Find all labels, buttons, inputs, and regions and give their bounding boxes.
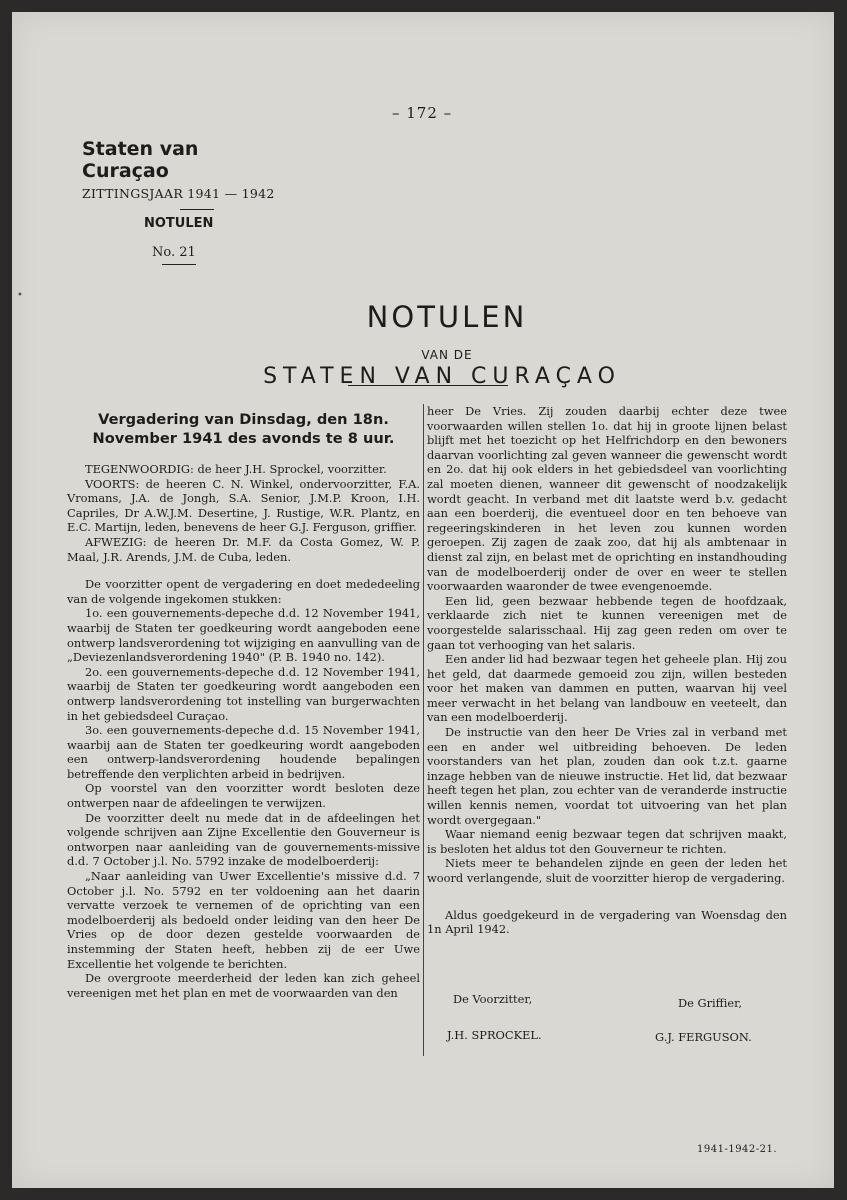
title-underline xyxy=(348,385,508,386)
attendance-absent: AFWEZIG: de heeren Dr. M.F. da Costa Gomez, W. P. Maal, J.R. Arends, J.M. de Cuba, leden. xyxy=(67,534,420,564)
approval-note: Aldus goedgekeurd in de vergadering van Woensdag den 1n April 1942. xyxy=(427,907,787,937)
paragraph: De overgroote meerderheid der leden kan zich geheel vereenigen met het plan en met de voorwaarden van den xyxy=(67,971,420,1000)
paragraph: 3o. een gouvernements-depeche d.d. 15 November 1941, waarbij aan de Staten ter goedkeuring wordt aangeboden een ontwerp-landsverordening houdende bepalingen betreffende den verplichten arbeid in bedrijven. xyxy=(67,723,420,781)
paragraph: 1o. een gouvernements-depeche d.d. 12 November 1941, waarbij de Staten ter goedkeuring wordt aangeboden eene ontwerp landsverordening tot wijziging en aanvulling van de „Deviezenlandsverordening 1940" (P. B. 1940 no. 142). xyxy=(67,606,420,665)
paragraph: Op voorstel van den voorzitter wordt besloten deze ontwerpen naar de afdeelingen te verwijzen. xyxy=(67,781,420,811)
header-rule xyxy=(180,209,214,210)
clerk-title: De Griffier, xyxy=(678,996,742,1010)
paragraph: 2o. een gouvernements-depeche d.d. 12 November 1941, waarbij de Staten ter goedkeuring wordt aangeboden een ontwerp landsverordening tot instelling van burgerwachten in het gebiedsdeel Curaçao. xyxy=(67,664,420,723)
paragraph: De voorzitter deelt nu mede dat in de afdeelingen het volgende schrijven aan Zijne Excellentie den Gouverneur is ontworpen naar aanleiding van de gouvernements-missive d.d. 7 October j.l. No. 5792 inzake de modelboerderij: xyxy=(67,810,420,869)
attendance-present: TEGENWOORDIG: de heer J.H. Sprockel, voorzitter. xyxy=(85,462,387,476)
header-rule-bottom xyxy=(162,264,196,265)
paragraph: De voorzitter opent de vergadering en doet mededeeling van de volgende ingekomen stukken: xyxy=(67,577,420,606)
paragraph: Niets meer te behandelen zijnde en geen der leden het woord verlangende, sluit de voorzitter hierop de vergadering. xyxy=(427,856,787,885)
document-page xyxy=(12,12,834,1188)
footer-code: 1941-1942-21. xyxy=(697,1144,778,1155)
column-divider xyxy=(423,404,424,1056)
chair-title: De Voorzitter, xyxy=(453,992,533,1006)
attendance-also: VOORTS: de heeren C. N. Winkel, ondervoorzitter, F.A. Vromans, J.A. de Jongh, S.A. Senior, J.M.P. Kroon, I.H. Capriles, Dr A.W.J.M. Desertine, J. Rustige, W.R. Plantz, en E.C. Martijn, leden, benevens de heer G.J. Ferguson, griffier. xyxy=(67,476,420,535)
paragraph: De instructie van den heer De Vries zal in verband met een en ander wel uitbreiding behoeven. De leden voorstanders van het plan, zouden dan ook t.z.t. gaarne inzage hebben van de nieuwe instructie. Het lid, dat bezwaar heeft tegen het plan, zou echter van de veranderde instructie willen kennis nemen, voordat tot uitvoering van het plan wordt overgegaan." xyxy=(427,725,787,827)
title-institution: STATEN VAN CURAÇAO xyxy=(263,364,621,389)
session-year: ZITTINGSJAAR 1941 — 1942 xyxy=(82,186,275,201)
main-title: NOTULEN xyxy=(366,300,528,334)
left-column xyxy=(67,404,420,1000)
paragraph: Waar niemand eenig bezwaar tegen dat schrijven maakt, is besloten het aldus tot den Gouverneur te richten. xyxy=(427,827,787,856)
paper-mark: • xyxy=(17,290,23,301)
meeting-heading: Vergadering van Dinsdag, den 18n. November 1941 des avonds te 8 uur. xyxy=(92,411,395,447)
page-number: – 172 – xyxy=(392,104,453,122)
paragraph: Een lid, geen bezwaar hebbende tegen de hoofdzaak, verklaarde zich niet te kunnen vereenigen met de voorgestelde salarisschaal. Hij zag geen reden om over te gaan tot verhooging van het salaris. xyxy=(427,593,787,652)
section-label: NOTULEN xyxy=(144,216,214,231)
issue-number: No. 21 xyxy=(152,245,196,260)
institution-name: Staten van Curaçao xyxy=(82,138,199,182)
clerk-name: G.J. FERGUSON. xyxy=(655,1030,752,1044)
paragraph: Een ander lid had bezwaar tegen het geheele plan. Hij zou het geld, dat daarmede gemoeid zou zijn, willen besteden voor het maken van dammen en putten, waarvan hij veel meer verwacht in het belang van landbouw en veeteelt, dan van een modelboerderij. xyxy=(427,652,787,725)
chair-name: J.H. SPROCKEL. xyxy=(447,1028,542,1042)
right-column xyxy=(427,404,787,937)
paragraph: heer De Vries. Zij zouden daarbij echter deze twee voorwaarden willen stellen 1o. dat hij in groote lijnen belast blijft met het toezicht op het Helfrichdorp en den bewoners daarvan voorlichting zal geven wanneer die gewenscht wordt en 2o. dat hij ook elders in het gebiedsdeel van voorlichting zal moeten dienen, wanneer dit gewenscht of noodzakelijk wordt geacht. In verband met dit laatste werd b.v. gedacht aan een boerderij, die eventueel door en ten behoeve van regeeringskinderen in het leven zou kunnen worden geroepen. Zij zagen de zaak zoo, dat hij als ambtenaar in dienst zal zijn, en belast met de oprichting en instandhouding van de modelboerderij onder de over en weer te stellen voorwaarden waaronder de twee evengenoemde. xyxy=(427,404,787,594)
document-header xyxy=(82,138,282,265)
paragraph: „Naar aanleiding van Uwer Excellentie's missive d.d. 7 October j.l. No. 5792 en ter voldoening aan het daarin vervatte verzoek te vernemen of de oprichting van een modelboerderij als bedoeld onder leiding van den heer De Vries op de door dezen gestelde voorwaarden de instemming der Staten heeft, hebben zij de eer Uwe Excellentie het volgende te berichten. xyxy=(67,869,420,971)
title-connector: VAN DE xyxy=(421,348,473,362)
